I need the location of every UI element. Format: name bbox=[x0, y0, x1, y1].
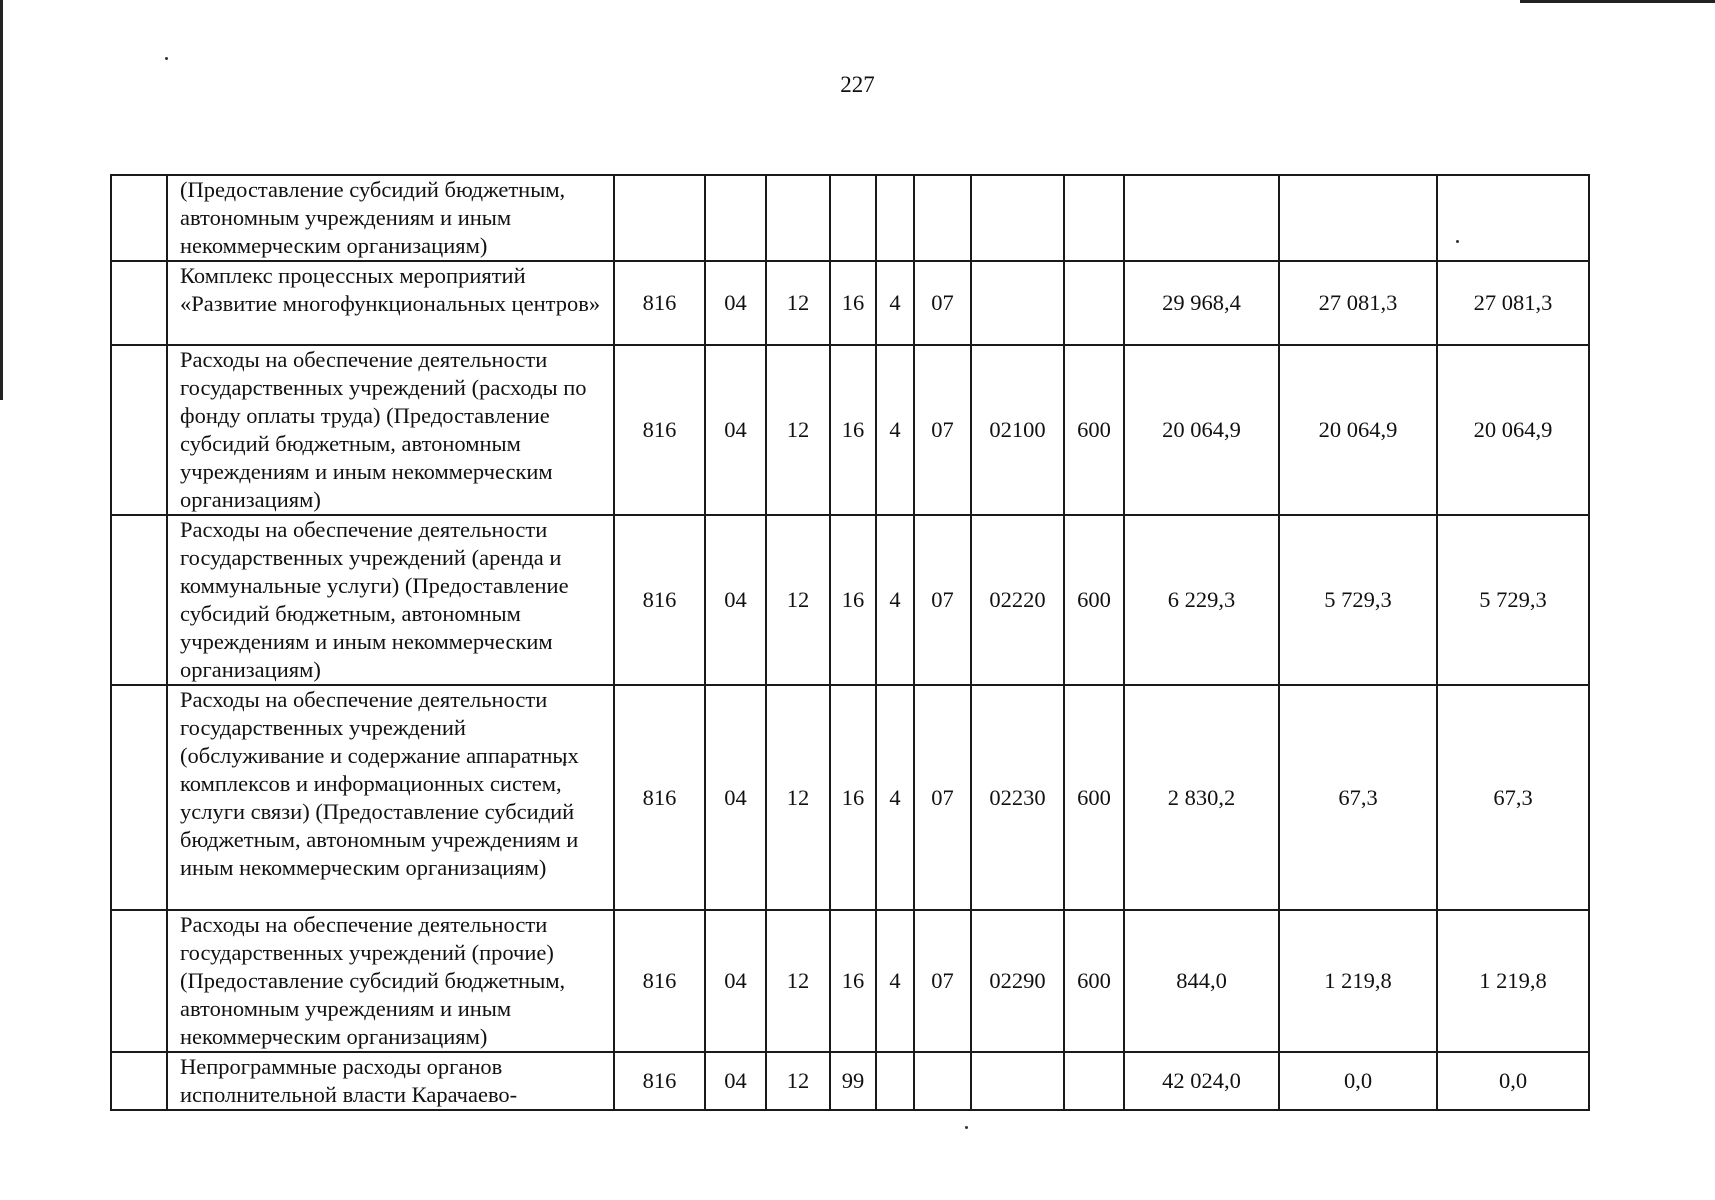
subsection-code-cell: 12 bbox=[766, 261, 830, 345]
amount-year-2-cell: 27 081,3 bbox=[1279, 261, 1437, 345]
table-row bbox=[111, 515, 1589, 685]
section-code-cell bbox=[705, 175, 766, 261]
row-number-cell bbox=[111, 515, 167, 685]
event-code-cell bbox=[914, 1052, 971, 1110]
program-code-cell: 16 bbox=[830, 910, 876, 1052]
program-code-cell: 16 bbox=[830, 345, 876, 515]
amount-year-2-cell: 67,3 bbox=[1279, 685, 1437, 910]
row-number-cell bbox=[111, 685, 167, 910]
amount-year-3-cell: 5 729,3 bbox=[1437, 515, 1589, 685]
subsection-code-cell: 12 bbox=[766, 910, 830, 1052]
expense-type-code-cell: 600 bbox=[1064, 515, 1124, 685]
direction-code-cell bbox=[971, 1052, 1064, 1110]
section-code-cell: 04 bbox=[705, 261, 766, 345]
description-cell: Расходы на обеспечение деятельности государственных учреждений (аренда и коммунальные услуги) (Предоставление субсидий бюджетным, автономным учреждениям и иным некоммерческим организациям) bbox=[167, 515, 614, 685]
expense-type-code-cell: 600 bbox=[1064, 345, 1124, 515]
direction-code-cell bbox=[971, 261, 1064, 345]
scan-speck bbox=[165, 57, 168, 60]
subprogram-code-cell bbox=[876, 1052, 914, 1110]
amount-year-2-cell: 1 219,8 bbox=[1279, 910, 1437, 1052]
amount-year-3-cell: 0,0 bbox=[1437, 1052, 1589, 1110]
amount-year-1-cell: 29 968,4 bbox=[1124, 261, 1279, 345]
row-number-cell bbox=[111, 345, 167, 515]
direction-code-cell: 02230 bbox=[971, 685, 1064, 910]
row-number-cell bbox=[111, 1052, 167, 1110]
event-code-cell bbox=[914, 175, 971, 261]
subprogram-code-cell: 4 bbox=[876, 685, 914, 910]
expense-type-code-cell bbox=[1064, 261, 1124, 345]
row-number-cell bbox=[111, 261, 167, 345]
program-code-cell: 99 bbox=[830, 1052, 876, 1110]
subprogram-code-cell: 4 bbox=[876, 345, 914, 515]
amount-year-1-cell: 6 229,3 bbox=[1124, 515, 1279, 685]
grbs-code-cell: 816 bbox=[614, 515, 705, 685]
amount-year-3-cell: 27 081,3 bbox=[1437, 261, 1589, 345]
row-number-cell bbox=[111, 175, 167, 261]
description-cell: (Предоставление субсидий бюджетным, автономным учреждениям и иным некоммерческим организациям) bbox=[167, 175, 614, 261]
amount-year-2-cell: 0,0 bbox=[1279, 1052, 1437, 1110]
amount-year-1-cell: 42 024,0 bbox=[1124, 1052, 1279, 1110]
section-code-cell: 04 bbox=[705, 345, 766, 515]
grbs-code-cell: 816 bbox=[614, 910, 705, 1052]
section-code-cell: 04 bbox=[705, 1052, 766, 1110]
subsection-code-cell bbox=[766, 175, 830, 261]
grbs-code-cell: 816 bbox=[614, 345, 705, 515]
subsection-code-cell: 12 bbox=[766, 345, 830, 515]
program-code-cell: 16 bbox=[830, 515, 876, 685]
grbs-code-cell: 816 bbox=[614, 1052, 705, 1110]
amount-year-2-cell bbox=[1279, 175, 1437, 261]
description-cell: Расходы на обеспечение деятельности государственных учреждений (расходы по фонду оплаты труда) (Предоставление субсидий бюджетным, автономным учреждениям и иным некоммерческим организациям) bbox=[167, 345, 614, 515]
direction-code-cell bbox=[971, 175, 1064, 261]
amount-year-2-cell: 20 064,9 bbox=[1279, 345, 1437, 515]
program-code-cell: 16 bbox=[830, 261, 876, 345]
page-number: 227 bbox=[840, 72, 875, 97]
direction-code-cell: 02220 bbox=[971, 515, 1064, 685]
subsection-code-cell: 12 bbox=[766, 1052, 830, 1110]
subprogram-code-cell: 4 bbox=[876, 515, 914, 685]
event-code-cell: 07 bbox=[914, 345, 971, 515]
subprogram-code-cell bbox=[876, 175, 914, 261]
budget-table bbox=[110, 174, 1590, 1111]
subsection-code-cell: 12 bbox=[766, 685, 830, 910]
amount-year-1-cell: 20 064,9 bbox=[1124, 345, 1279, 515]
expense-type-code-cell: 600 bbox=[1064, 685, 1124, 910]
amount-year-3-cell bbox=[1437, 175, 1589, 261]
event-code-cell: 07 bbox=[914, 515, 971, 685]
direction-code-cell: 02290 bbox=[971, 910, 1064, 1052]
section-code-cell: 04 bbox=[705, 685, 766, 910]
amount-year-1-cell: 2 830,2 bbox=[1124, 685, 1279, 910]
description-cell: Непрограммные расходы органов исполнительной власти Карачаево- bbox=[167, 1052, 614, 1110]
scan-edge-mark-left bbox=[0, 0, 3, 400]
table-row bbox=[111, 910, 1589, 1052]
description-cell: Расходы на обеспечение деятельности государственных учреждений (обслуживание и содержание аппаратных комплексов и информационных систем, услуги связи) (Предоставление субсидий бюджетным, автономным учреждениям и иным некоммерческим организациям) bbox=[167, 685, 614, 910]
description-cell: Расходы на обеспечение деятельности государственных учреждений (прочие) (Предоставление субсидий бюджетным, автономным учреждениям и иным некоммерческим организациям) bbox=[167, 910, 614, 1052]
grbs-code-cell: 816 bbox=[614, 685, 705, 910]
amount-year-1-cell bbox=[1124, 175, 1279, 261]
program-code-cell: 16 bbox=[830, 685, 876, 910]
table-row bbox=[111, 1052, 1589, 1110]
event-code-cell: 07 bbox=[914, 685, 971, 910]
expense-type-code-cell: 600 bbox=[1064, 910, 1124, 1052]
section-code-cell: 04 bbox=[705, 515, 766, 685]
table-row bbox=[111, 175, 1589, 261]
section-code-cell: 04 bbox=[705, 910, 766, 1052]
amount-year-3-cell: 1 219,8 bbox=[1437, 910, 1589, 1052]
scan-edge-mark-top bbox=[1520, 0, 1715, 3]
budget-table-body bbox=[111, 175, 1589, 1110]
table-row bbox=[111, 345, 1589, 515]
event-code-cell: 07 bbox=[914, 261, 971, 345]
event-code-cell: 07 bbox=[914, 910, 971, 1052]
scan-speck bbox=[965, 1126, 968, 1129]
amount-year-2-cell: 5 729,3 bbox=[1279, 515, 1437, 685]
direction-code-cell: 02100 bbox=[971, 345, 1064, 515]
grbs-code-cell: 816 bbox=[614, 261, 705, 345]
table-row bbox=[111, 261, 1589, 345]
description-cell: Комплекс процессных мероприятий «Развитие многофункциональных центров» bbox=[167, 261, 614, 345]
row-number-cell bbox=[111, 910, 167, 1052]
grbs-code-cell bbox=[614, 175, 705, 261]
amount-year-3-cell: 67,3 bbox=[1437, 685, 1589, 910]
amount-year-3-cell: 20 064,9 bbox=[1437, 345, 1589, 515]
subprogram-code-cell: 4 bbox=[876, 261, 914, 345]
subsection-code-cell: 12 bbox=[766, 515, 830, 685]
expense-type-code-cell bbox=[1064, 1052, 1124, 1110]
table-row bbox=[111, 685, 1589, 910]
program-code-cell bbox=[830, 175, 876, 261]
subprogram-code-cell: 4 bbox=[876, 910, 914, 1052]
expense-type-code-cell bbox=[1064, 175, 1124, 261]
amount-year-1-cell: 844,0 bbox=[1124, 910, 1279, 1052]
